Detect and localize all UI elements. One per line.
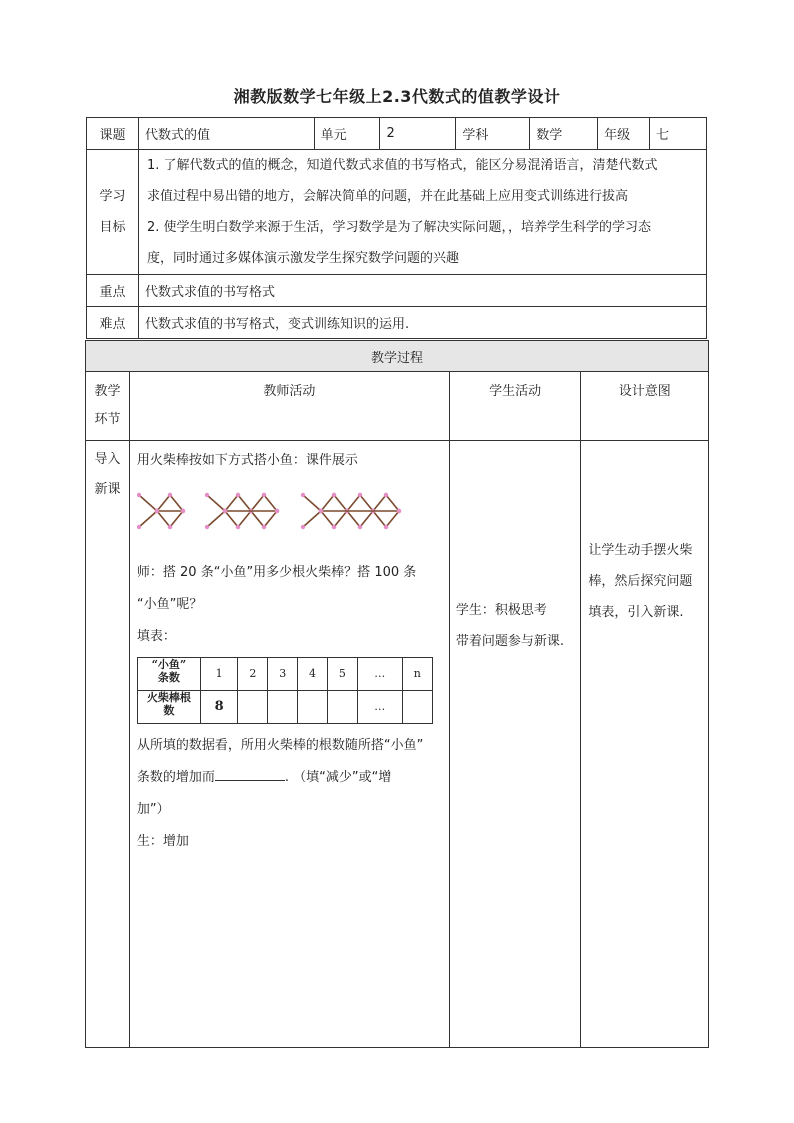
fish-count-cell: 5 (327, 658, 357, 691)
teacher-question-4-b: . （填“减少”或“增 (284, 770, 392, 785)
teacher-question-4 (137, 762, 441, 794)
matchstick-count-cell: … (357, 691, 402, 724)
matchstick (321, 495, 334, 511)
fish-count-label-line-2: 条数 (157, 671, 180, 684)
matchstick-count-cell: 8 (200, 691, 238, 724)
col-stage-line-2: 环节 (94, 412, 121, 427)
col-intent: 设计意图 (581, 372, 709, 441)
document-title: 湘教版数学七年级上2.3代数式的值教学设计 (233, 87, 561, 106)
teacher-question-4-a: 条数的增加而 (136, 770, 215, 785)
fish-count-table (137, 657, 433, 724)
matchstick (251, 511, 264, 527)
matchstick-count-label-line-2: 数 (163, 704, 175, 717)
matchstick-head (301, 525, 305, 529)
matchstick-count-cell (402, 691, 432, 724)
fill-label: 填表： (136, 629, 176, 644)
fish-count-row (137, 658, 432, 691)
process-header-row (86, 372, 709, 441)
unit-label: 单元 (314, 118, 380, 150)
matchstick (251, 495, 264, 511)
teacher-question-1: 师：搭 20 条“小鱼”用多少根火柴棒？搭 100 条 (136, 565, 417, 580)
stage-cell (86, 441, 130, 1048)
topic-label: 课题 (87, 118, 139, 150)
key-value: 代数式求值的书写格式 (138, 275, 706, 307)
matchstick (139, 511, 157, 527)
matchstick-head (397, 509, 401, 513)
stage-line-2: 新课 (94, 482, 121, 497)
matchstick-head (236, 493, 240, 497)
matchstick-head (223, 509, 227, 513)
answer-blank (215, 768, 285, 781)
intent-line-2: 棒，然后探究问题 (588, 574, 693, 589)
student-line-1: 学生：积极思考 (455, 603, 547, 618)
matchstick-head (262, 493, 266, 497)
col-student: 学生活动 (449, 372, 581, 441)
goals-label-line-1: 学习 (99, 189, 126, 204)
fish-count-label-line-1: “小鱼” (151, 658, 187, 671)
matchstick (303, 495, 321, 511)
matchstick-count-label-line-1: 火柴棒根 (146, 691, 191, 704)
matchstick-head (262, 525, 266, 529)
design-intent (581, 441, 709, 1048)
fish-count-cell: 3 (268, 658, 298, 691)
matchstick-head (319, 509, 323, 513)
matchstick-fish-figure (137, 477, 441, 557)
matchstick (347, 511, 360, 527)
info-row-key (87, 275, 707, 307)
matchstick (207, 495, 225, 511)
matchstick (170, 495, 183, 511)
fish-count-cell: 1 (200, 658, 238, 691)
matchstick (264, 511, 277, 527)
intent-line-1: 让学生动手摆火柴 (588, 543, 693, 558)
matchstick-count-cell (238, 691, 268, 724)
matchstick (373, 495, 386, 511)
matchstick (238, 495, 251, 511)
matchstick-head (384, 493, 388, 497)
matchstick-head (155, 509, 159, 513)
subject-value: 数学 (530, 118, 598, 150)
matchstick-head (205, 525, 209, 529)
goal-line-2: 求值过程中易出错的地方，会解决简单的问题，并在此基础上应用变式训练进行拔高 (146, 189, 628, 204)
matchstick-head (275, 509, 279, 513)
teacher-intro: 用火柴棒按如下方式搭小鱼：课件展示 (136, 453, 358, 468)
matchstick-head (358, 493, 362, 497)
goals-label (87, 150, 139, 275)
stage-line-1: 导入 (94, 452, 121, 467)
info-row-difficulty (87, 307, 707, 339)
info-row-topic (87, 118, 707, 150)
matchstick (386, 495, 399, 511)
teacher-activity (129, 441, 449, 1048)
intent-line-3: 填表，引入新课. (588, 605, 684, 620)
process-heading: 教学过程 (86, 341, 709, 372)
matchstick-count-cell (327, 691, 357, 724)
matchstick-head (181, 509, 185, 513)
matchstick-head (205, 493, 209, 497)
teacher-answer: 生：增加 (136, 834, 189, 849)
matchstick (225, 495, 238, 511)
goal-line-1: 1. 了解代数式的值的概念，知道代数式求值的书写格式，能区分易混淆语言，清楚代数式 (146, 158, 658, 173)
process-heading-row (86, 341, 709, 372)
matchstick (264, 495, 277, 511)
matchstick (360, 511, 373, 527)
matchstick-head (236, 525, 240, 529)
teacher-question-3: 从所填的数据看，所用火柴棒的根数随所搭“小鱼” (136, 738, 424, 753)
subject-label: 学科 (456, 118, 530, 150)
topic-value: 代数式的值 (138, 118, 314, 150)
info-row-goals (87, 150, 707, 275)
grade-value: 七 (650, 118, 707, 150)
matchstick-count-cell (298, 691, 328, 724)
goal-line-3: 2. 使学生明白数学来源于生活，学习数学是为了解决实际问题，，培养学生科学的学习态 (146, 220, 651, 235)
matchstick (238, 511, 251, 527)
student-line-2: 带着问题参与新课. (455, 634, 564, 649)
fish-count-cell: 4 (298, 658, 328, 691)
fish-count-label (137, 658, 200, 691)
fish-count-cell: n (402, 658, 432, 691)
fish-count-cell: … (357, 658, 402, 691)
col-stage (86, 372, 130, 441)
unit-value: 2 (380, 118, 456, 150)
matchstick (386, 511, 399, 527)
matchstick-count-cell (268, 691, 298, 724)
process-body-row (86, 441, 709, 1048)
matchstick-head (168, 525, 172, 529)
matchstick (170, 511, 183, 527)
lesson-info-table (86, 117, 707, 339)
goals-label-line-2: 目标 (99, 220, 126, 235)
matchstick (225, 511, 238, 527)
teacher-question-2: “小鱼”呢？ (136, 597, 203, 612)
matchstick (347, 495, 360, 511)
matchstick (157, 495, 170, 511)
grade-label: 年级 (598, 118, 650, 150)
matchstick-head (332, 525, 336, 529)
matchstick-head (384, 525, 388, 529)
fish-count-cell: 2 (238, 658, 268, 691)
matchstick-count-row (137, 691, 432, 724)
matchstick (303, 511, 321, 527)
key-label: 重点 (87, 275, 139, 307)
matchstick-head (301, 493, 305, 497)
col-stage-line-1: 教学 (94, 384, 121, 399)
matchstick (157, 511, 170, 527)
matchstick (207, 511, 225, 527)
matchstick (360, 495, 373, 511)
goals-text (138, 150, 706, 275)
matchstick (139, 495, 157, 511)
matchstick (334, 511, 347, 527)
matchstick-fish-svg (137, 481, 437, 541)
matchstick-head (137, 525, 141, 529)
teaching-process-table (85, 340, 709, 1048)
matchstick-head (358, 525, 362, 529)
teacher-question-5: 加”） (136, 802, 170, 817)
matchstick (373, 511, 386, 527)
difficulty-label: 难点 (87, 307, 139, 339)
matchstick (321, 511, 334, 527)
matchstick-head (168, 493, 172, 497)
matchstick-head (332, 493, 336, 497)
matchstick-head (137, 493, 141, 497)
student-activity (449, 441, 581, 1048)
goal-line-4: 度，同时通过多媒体演示激发学生探究数学问题的兴趣 (146, 251, 459, 266)
difficulty-value: 代数式求值的书写格式，变式训练知识的运用. (138, 307, 706, 339)
col-teacher: 教师活动 (129, 372, 449, 441)
matchstick-count-label (137, 691, 200, 724)
matchstick (334, 495, 347, 511)
